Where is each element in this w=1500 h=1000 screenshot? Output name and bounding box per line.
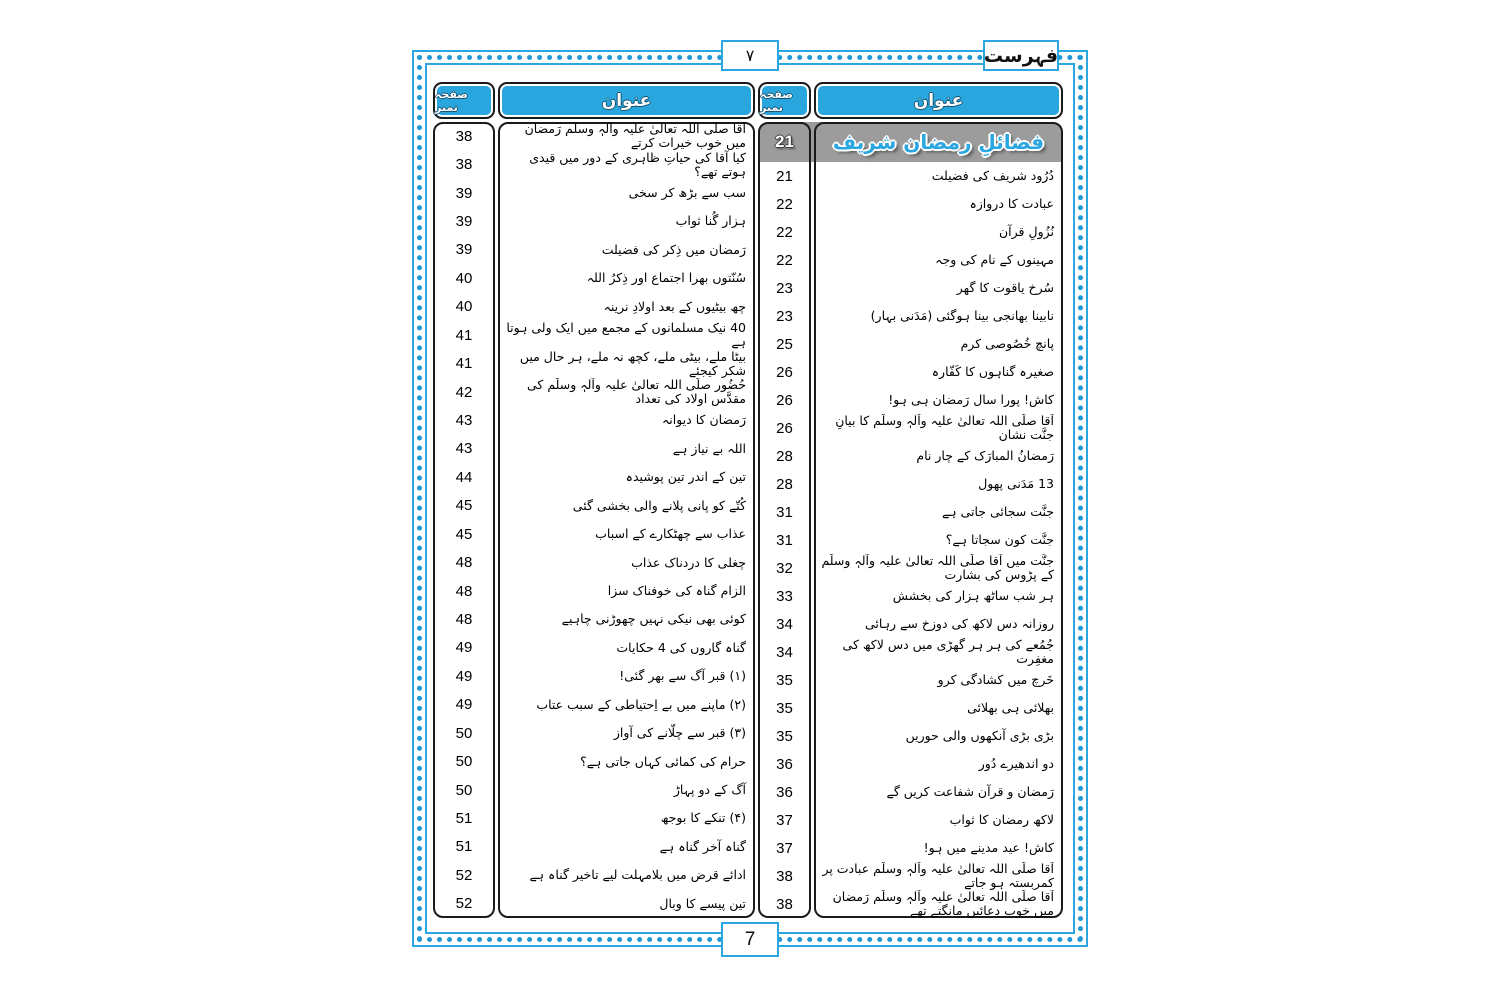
toc-page-number: 42	[455, 383, 473, 401]
toc-page-number: 40	[455, 269, 473, 287]
toc-entry-title: بھلائی ہی بھلائی	[967, 700, 1054, 715]
right-title-header: عنوان	[814, 82, 1063, 119]
toc-entry-title: اللہ بے نیاز ہے	[672, 440, 746, 456]
toc-page-number: 23	[776, 307, 793, 325]
toc-page-number: 43	[455, 411, 473, 429]
toc-page-number: 34	[776, 615, 793, 633]
toc-entry-title: (۴) تنکے کا بوجھ	[660, 810, 746, 826]
left-toc-grid	[433, 122, 755, 918]
toc-page-number: 43	[455, 440, 473, 458]
top-page-number-tab	[721, 40, 779, 71]
toc-page-number: 22	[776, 223, 793, 241]
toc-entry-title: رَمضان و قرآن شفاعت کریں گے	[886, 784, 1054, 799]
toc-entry-title: نابینا بھانجی بینا ہوگئی (مَدَنی بہار)	[870, 308, 1054, 323]
toc-page-number: 26	[776, 391, 793, 409]
toc-entry-title: گناہ آخر گناہ ہے	[659, 838, 746, 854]
toc-page-number: 37	[776, 839, 793, 857]
toc-entry-title: نُزُولِ قرآن	[999, 224, 1054, 239]
toc-entry-title: سُرخ یاقوت کا گھر	[956, 280, 1054, 295]
left-title-header: عنوان	[498, 82, 755, 119]
toc-entry-title: سب سے بڑھ کر سخی	[628, 185, 746, 201]
toc-entry-title: ہر شب ساٹھ ہزار کی بخشش	[892, 588, 1054, 603]
toc-page-number: 31	[776, 503, 793, 521]
toc-entry-title: 40 نیک مسلمانوں کے مجمع میں ایک ولی ہوتا ہے	[506, 321, 746, 350]
fehrist-corner-tab	[983, 40, 1059, 71]
toc-entry-title: آقا صلَّی اللہ تعالیٰ علیہ وآلہٖ وسلَّم رَمضان میں خوب خیرات کرتے	[524, 122, 746, 151]
left-column-group	[433, 122, 755, 918]
toc-entry-title: کوئی بھی نیکی نہیں چھوڑنی چاہیے	[561, 611, 746, 627]
toc-entry-title: دو اندھیرے دُور	[978, 756, 1054, 771]
toc-page-number: 49	[455, 696, 473, 714]
toc-page-number: 52	[455, 866, 473, 884]
toc-page-number: 26	[776, 363, 793, 381]
toc-entry-title: عذاب سے چھٹکارے کے اسباب	[595, 526, 746, 542]
toc-page-number: 33	[776, 587, 793, 605]
toc-page-number: 41	[455, 355, 473, 373]
toc-page-number: 22	[776, 195, 793, 213]
toc-page-number: 25	[776, 335, 793, 353]
toc-page-number: 38	[776, 867, 793, 885]
toc-entry-title: آقا صلَّی اللہ تعالیٰ علیہ وآلہٖ وسلَّم رَمضان میں خوب دعائیں مانگتے تھے	[832, 890, 1054, 918]
toc-page-number: 48	[455, 610, 473, 628]
toc-entry-title: حرام کی کمائی کہاں جاتی ہے؟	[580, 753, 746, 769]
toc-page-number: 36	[776, 783, 793, 801]
toc-entry-title: رَمضان میں ذِکر کی فضیلت	[601, 241, 746, 257]
toc-page-number: 49	[455, 639, 473, 657]
toc-entry-title: (۳) قبر سے چلّانے کی آواز	[613, 725, 746, 741]
toc-page-number: 40	[455, 298, 473, 316]
toc-page-number: 38	[776, 895, 793, 913]
toc-page-number: 51	[455, 838, 473, 856]
toc-page-number: 38	[455, 156, 473, 174]
toc-page-number: 50	[455, 781, 473, 799]
right-column-group	[758, 122, 1063, 918]
toc-page-number: 45	[455, 525, 473, 543]
toc-page-number: 44	[455, 468, 473, 486]
toc-page-number: 49	[455, 667, 473, 685]
toc-page-number: 34	[776, 643, 793, 661]
bottom-page-number: 7	[744, 928, 756, 950]
toc-entry-title: جُمُعے کی ہر ہر گھڑی میں دس لاکھ کی مغفِرت	[842, 638, 1054, 666]
toc-page-number: 48	[455, 582, 473, 600]
toc-entry-title: جنَّت کون سجاتا ہے؟	[945, 532, 1054, 547]
toc-page-number: 22	[776, 251, 793, 269]
toc-page-number: 26	[776, 419, 793, 437]
top-page-number: ۷	[745, 46, 755, 65]
toc-page-number: 37	[776, 811, 793, 829]
toc-page-number: 36	[776, 755, 793, 773]
toc-page-number: 39	[455, 241, 473, 259]
bottom-page-number-tab	[721, 922, 779, 957]
toc-page-number: 51	[455, 809, 473, 827]
toc-entry-title: کاش! پورا سال رَمضان ہی ہو!	[888, 392, 1054, 407]
toc-entry-title: رَمضانُ المبارَک کے چار نام	[916, 448, 1054, 463]
left-page-number-header: صفحہ نمبر	[433, 82, 495, 119]
toc-entry-title: آقا صلَّی اللہ تعالیٰ علیہ وآلہٖ وسلَّم کا بیانِ جنَّت نشان	[835, 414, 1054, 442]
toc-entry-title: کُتّے کو پانی پلانے والی بخشی گئی	[572, 497, 746, 513]
toc-entry-title: بیٹا ملے، بیٹی ملے، کچھ نہ ملے، ہر حال میں شکر کیجئے	[519, 349, 746, 378]
right-page-number-header: صفحہ نمبر	[758, 82, 811, 119]
toc-entry-title: چغلی کا دردناک عذاب	[631, 554, 746, 570]
toc-entry-title: 13 مَدَنی پھول	[978, 476, 1054, 491]
toc-page-number: 35	[776, 671, 793, 689]
toc-entry-title: تین پیسے کا وبال	[659, 895, 746, 911]
toc-page-number: 32	[776, 559, 793, 577]
toc-entry-title: تین کے اندر تین پوشیدہ	[625, 469, 746, 485]
toc-page-number: 39	[455, 184, 473, 202]
fehrist-label: فہرست	[983, 44, 1059, 67]
toc-entry-title: لاکھ رمضان کا ثواب	[949, 812, 1054, 827]
toc-entry-title: جنَّت میں آقا صلَّی اللہ تعالیٰ علیہ وآلہٖ وسلَّم کے پڑوس کی بشارت	[821, 554, 1054, 582]
toc-entry-title: الزام گناہ کی خوفناک سزا	[607, 583, 746, 599]
toc-page-number: 28	[776, 447, 793, 465]
toc-page-number: 50	[455, 753, 473, 771]
toc-entry-title: آقا صلَّی اللہ تعالیٰ علیہ وآلہٖ وسلَّم عبادت پر کمربستہ ہو جاتے	[822, 862, 1054, 890]
section-banner-title: فضائلِ رمضان شریف	[832, 130, 1045, 154]
toc-page-number: 21	[776, 167, 793, 185]
toc-entry-title: حُضُور صلَّی اللہ تعالیٰ علیہ وآلہٖ وسلَّم کی مقدَّس اولاد کی تعداد	[526, 377, 746, 407]
toc-page-number: 38	[455, 127, 473, 145]
toc-entry-title: عبادت کا دروازہ	[969, 196, 1054, 211]
toc-entry-title: ادائے قرض میں بلامہلت لیے تاخیر گناہ ہے	[529, 867, 746, 883]
toc-page-number: 48	[455, 554, 473, 572]
toc-entry-title: بڑی بڑی آنکھوں والی حوریں	[905, 728, 1054, 743]
toc-entry-title: کاش! عید مدینے میں ہو!	[923, 840, 1054, 855]
toc-entry-title: رَمضان کا دیوانہ	[661, 412, 746, 428]
toc-entry-title: (۱) قبر آگ سے بھر گئی!	[619, 668, 746, 684]
toc-page-number: 50	[455, 724, 473, 742]
toc-entry-title: ہزار گُنا ثواب	[675, 213, 746, 229]
toc-entry-title: آگ کے دو پہاڑ	[673, 782, 746, 798]
toc-entry-title: چھ بیٹیوں کے بعد اولادِ نرینہ	[603, 298, 746, 314]
toc-page-number: 39	[455, 212, 473, 230]
section-banner-page-number: 21	[775, 132, 794, 151]
toc-entry-title: کیا آقا کی حیاتِ ظاہری کے دور میں قیدی ہوتے تھے؟	[529, 150, 746, 179]
toc-page-number: 31	[776, 531, 793, 549]
toc-page-number: 45	[455, 497, 473, 515]
toc-entry-title: روزانہ دس لاکھ کی دوزخ سے رہائی	[865, 616, 1054, 631]
toc-entry-title: گناہ گاروں کی 4 حکایات	[616, 639, 746, 655]
toc-page-number: 28	[776, 475, 793, 493]
toc-page-number: 35	[776, 727, 793, 745]
toc-entry-title: مہینوں کے نام کی وجہ	[935, 252, 1054, 267]
toc-page-number: 23	[776, 279, 793, 297]
toc-entry-title: صغیرہ گناہوں کا کَفّارہ	[931, 364, 1054, 379]
toc-entry-title: خَرچ میں کشادگی کرو	[937, 672, 1054, 687]
right-toc-grid	[758, 122, 1063, 918]
toc-page-number: 35	[776, 699, 793, 717]
toc-entry-title: پانچ خُصُوصی کرم	[960, 336, 1054, 351]
toc-entry-title: جنَّت سجائی جاتی ہے	[941, 504, 1054, 519]
toc-page-number: 41	[455, 326, 473, 344]
toc-entry-title: دُرُود شریف کی فضیلت	[931, 168, 1054, 183]
toc-entry-title: سُنّتوں بھرا اجتماع اور ذِکرُ اللہ	[586, 270, 746, 286]
toc-page-number: 52	[455, 895, 473, 913]
toc-entry-title: (۲) ماپنے میں بے اِحتیاطی کے سبب عتاب	[536, 696, 746, 712]
